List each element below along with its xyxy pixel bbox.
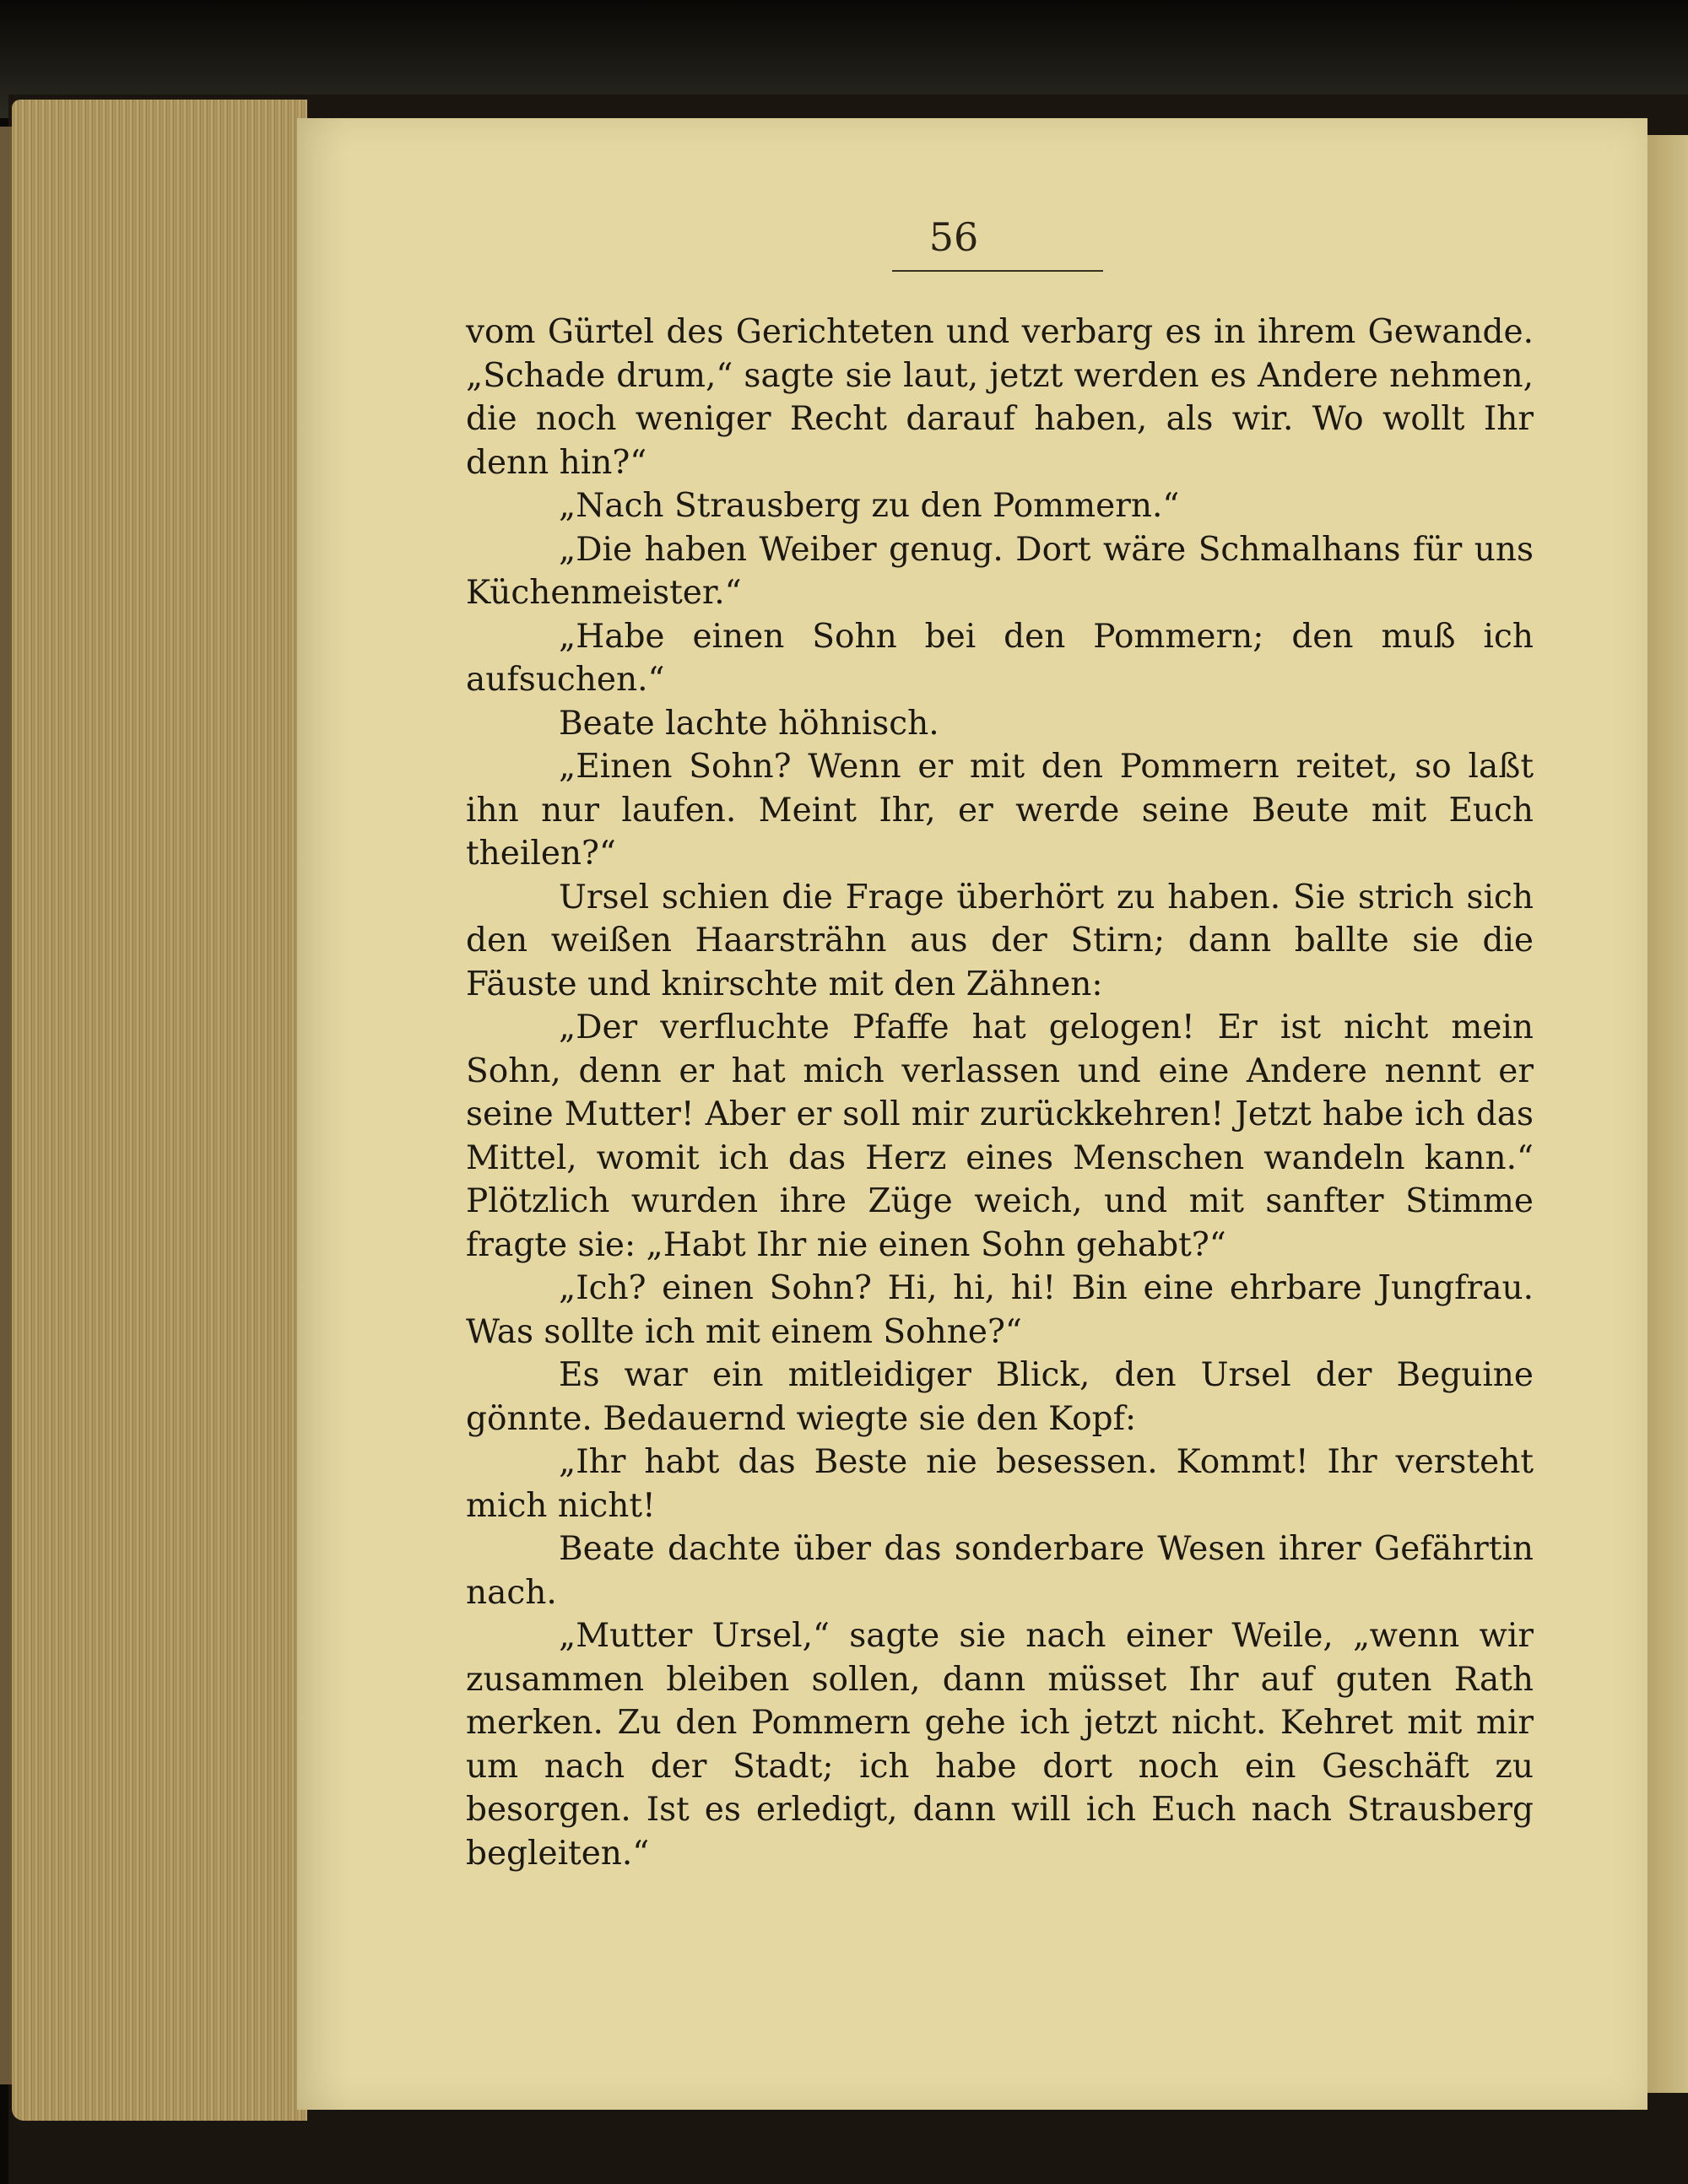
header-rule <box>892 270 1103 272</box>
paragraph: „Ihr habt das Beste nie besessen. Kommt! Ihr versteht mich nicht! <box>466 1443 1534 1525</box>
paragraph: Es war ein mitleidiger Blick, den Ursel der Beguine gönnte. Bedauernd wiegte sie den Kopf: <box>466 1356 1534 1438</box>
paragraph: Beate lachte höhnisch. <box>559 704 939 743</box>
paragraph: „Einen Sohn? Wenn er mit den Pommern reitet, so laßt ihn nur laufen. Meint Ihr, er werde seine Beute mit Euch theilen?“ <box>466 748 1534 873</box>
paragraph: „Nach Strausberg zu den Pommern.“ <box>559 487 1180 525</box>
paragraph: „Der verfluchte Pfaffe hat gelogen! Er ist nicht mein Sohn, denn er hat mich verlassen und eine Andere nennt er seine Mutter! Aber er soll mir zurückkehren! Jetzt habe ich das Mittel, womit ich das Herz eines Menschen wandeln kann.“ Plötzlich wurden ihre Züge weich, und mit sanfter Stimme fragte sie: „Habt Ihr nie einen Sohn gehabt?“ <box>466 1008 1534 1264</box>
paragraph: „Ich? einen Sohn? Hi, hi, hi! Bin eine ehrbare Jungfrau. Was sollte ich mit einem Sohne?“ <box>466 1269 1534 1351</box>
page-number: 56 <box>928 214 979 260</box>
paragraph: „Die haben Weiber genug. Dort wäre Schmalhans für uns Küchenmeister.“ <box>466 530 1534 612</box>
paragraph: vom Gürtel des Gerichteten und verbarg es in ihrem Gewande. „Schade drum,“ sagte sie laut, jetzt werden es Andere nehmen, die noch weniger Recht darauf haben, als wir. Wo wollt Ihr denn hin?“ <box>466 313 1534 482</box>
book-page <box>297 118 1647 2110</box>
paragraph: „Habe einen Sohn bei den Pommern; den muß ich aufsuchen.“ <box>466 617 1534 699</box>
paragraph: „Mutter Ursel,“ sagte sie nach einer Weile, „wenn wir zusammen bleiben sollen, dann müsset Ihr auf guten Rath merken. Zu den Pommern gehe ich jetzt nicht. Kehret mit mir um nach der Stadt; ich habe dort noch ein Geschäft zu besorgen. Ist es erledigt, dann will ich Euch nach Strausberg begleiten.“ <box>466 1617 1534 1873</box>
paragraph: Beate dachte über das sonderbare Wesen ihrer Gefährtin nach. <box>466 1530 1534 1612</box>
paragraph: Ursel schien die Frage überhört zu haben. Sie strich sich den weißen Haarsträhn aus der Stirn; dann ballte sie die Fäuste und knirschte mit den Zähnen: <box>466 878 1534 1003</box>
page-edges <box>12 100 307 2121</box>
page-text <box>466 311 1534 1875</box>
